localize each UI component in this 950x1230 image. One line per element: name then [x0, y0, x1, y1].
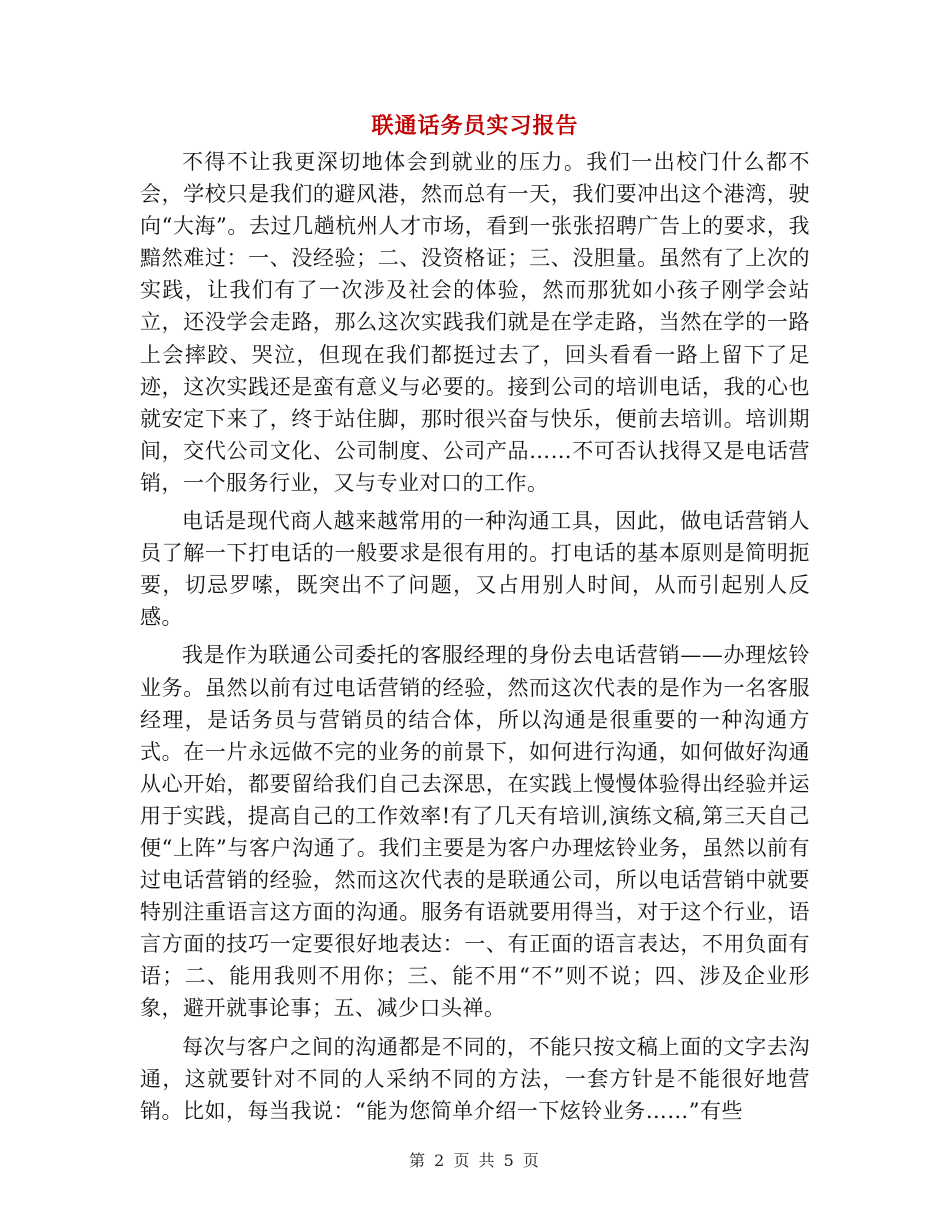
paragraph-3: 我是作为联通公司委托的客服经理的身份去电话营销——办理炫铃业务。虽然以前有过电话营销的经验，然而这次代表的是作为一名客服经理，是话务员与营销员的结合体，所以沟通是很重要的一种沟通方式。在一片永远做不完的业务的前景下，如何进行沟通，如何做好沟通从心开始，都要留给我们自己去深思，在实践上慢慢体验得出经验并运用于实践，提高自己的工作效率!有了几天有培训,演练文稿,第三天自己便“上阵”与客户沟通了。我们主要是为客户办理炫铃业务，虽然以前有过电话营销的经验，然而这次代表的是联通公司，所以电话营销中就要特别注重语言这方面的沟通。服务有语就要用得当，对于这个行业，语言方面的技巧一定要很好地表达：一、有正面的语言表达，不用负面有语；二、能用我则不用你；三、能不用“不”则不说；四、涉及企业形象，避开就事论事；五、减少口头禅。 [140, 643, 810, 1021]
paragraph-2: 电话是现代商人越来越常用的一种沟通工具，因此，做电话营销人员了解一下打电话的一般要求是很有用的。打电话的基本原则是简明扼要，切忌罗嗦，既突出不了问题，又占用别人时间，从而引起别人反感。 [140, 509, 810, 630]
document-body [140, 146, 810, 1133]
paragraph-1: 不得不让我更深切地体会到就业的压力。我们一出校门什么都不会，学校只是我们的避风港，然而总有一天，我们要冲出这个港湾，驶向“大海”。去过几趟杭州人才市场，看到一张张招聘广告上的要求，我黯然难过：一、没经验；二、没资格证；三、没胆量。虽然有了上次的实践，让我们有了一次涉及社会的体验，然而那犹如小孩子刚学会站立，还没学会走路，那么这次实践我们就是在学走路，当然在学的一路上会摔跤、哭泣，但现在我们都挺过去了，回头看看一路上留下了足迹，这次实践还是蛮有意义与必要的。接到公司的培训电话，我的心也就安定下来了，终于站住脚，那时很兴奋与快乐，便前去培训。培训期间，交代公司文化、公司制度、公司产品……不可否认找得又是电话营销，一个服务行业，又与专业对口的工作。 [140, 150, 810, 495]
paragraph-4: 每次与客户之间的沟通都是不同的，不能只按文稿上面的文字去沟通，这就要针对不同的人采纳不同的方法，一套方针是不能很好地营销。比如，每当我说：“能为您简单介绍一下炫铃业务……”有些 [140, 1034, 810, 1123]
document-title: 联通话务员实习报告 [371, 113, 579, 139]
page-number-footer: 第 2 页 共 5 页 [409, 1151, 541, 1170]
